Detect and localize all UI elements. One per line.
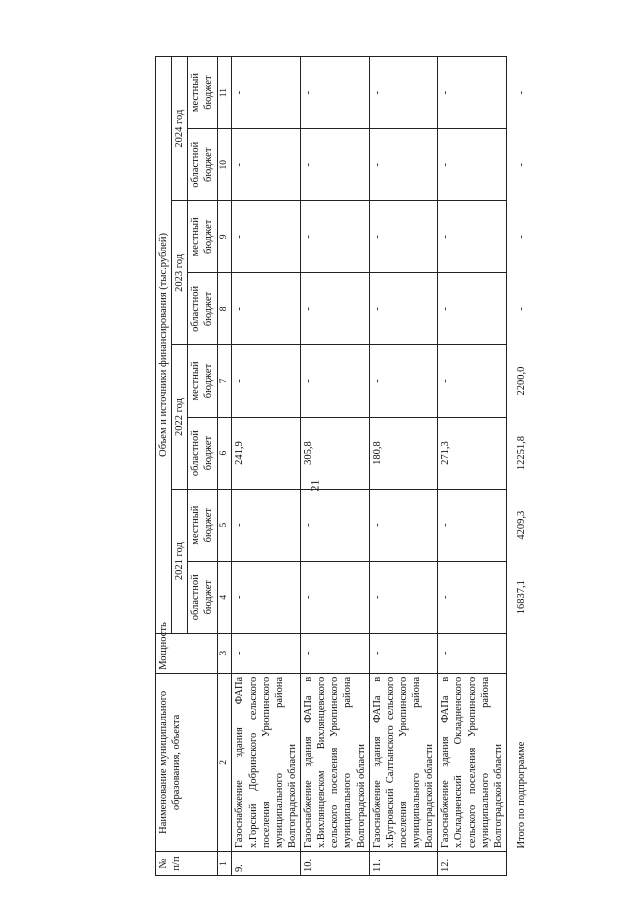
value-2022-regional: 241,9 bbox=[232, 417, 301, 489]
value-2023-regional: - bbox=[232, 273, 301, 345]
column-index-row bbox=[217, 57, 232, 876]
value-2023-regional: - bbox=[369, 273, 438, 345]
header-local-2024: местный бюджет bbox=[188, 57, 217, 129]
total-2022-regional: 12251,8 bbox=[515, 436, 527, 471]
value-2023-local: - bbox=[301, 201, 370, 273]
value-2024-local: - bbox=[369, 57, 438, 129]
value-2022-local: - bbox=[232, 345, 301, 417]
power-value: - bbox=[301, 633, 370, 673]
header-local-2023: местный бюджет bbox=[188, 201, 217, 273]
value-2021-local: - bbox=[232, 489, 301, 561]
table-row bbox=[369, 57, 438, 876]
value-2024-regional: - bbox=[438, 129, 507, 201]
row-number: 10. bbox=[301, 851, 370, 875]
value-2022-local: - bbox=[369, 345, 438, 417]
power-value: - bbox=[369, 633, 438, 673]
header-year-2023: 2023 год bbox=[172, 201, 188, 345]
object-name: Газоснабжение здания ФАПа в х.Окладненский Окладненского сельского поселения Урюпинского муниципального района Волгоградской области bbox=[438, 673, 507, 851]
total-row bbox=[506, 57, 529, 876]
table-row bbox=[232, 57, 301, 876]
value-2023-local: - bbox=[369, 201, 438, 273]
header-no: № п/п bbox=[156, 851, 218, 875]
total-2024-regional: - bbox=[515, 163, 527, 167]
value-2022-local: - bbox=[301, 345, 370, 417]
value-2023-regional: - bbox=[301, 273, 370, 345]
value-2021-regional: - bbox=[369, 561, 438, 633]
total-2021-local: 4209,3 bbox=[515, 510, 527, 540]
value-2021-local: - bbox=[369, 489, 438, 561]
col-index: 6 bbox=[217, 417, 232, 489]
table-row bbox=[301, 57, 370, 876]
value-2023-local: - bbox=[438, 201, 507, 273]
col-index: 3 bbox=[217, 633, 232, 673]
value-2021-regional: - bbox=[301, 561, 370, 633]
col-index: 1 bbox=[217, 851, 232, 875]
power-value: - bbox=[232, 633, 301, 673]
value-2023-local: - bbox=[232, 201, 301, 273]
total-2024-local: - bbox=[515, 90, 527, 95]
object-name: Газоснабжение здания ФАПа в х.Вихлянцевском Вихлянцевского сельского поселения Урюпинского муниципального района Волгоградской области bbox=[301, 673, 370, 851]
row-number: 12. bbox=[438, 851, 507, 875]
total-2022-local: 2200,0 bbox=[515, 366, 527, 396]
financing-table bbox=[155, 56, 529, 876]
col-index: 9 bbox=[217, 201, 232, 273]
col-index: 2 bbox=[217, 673, 232, 851]
header-local-2021: местный бюджет bbox=[188, 489, 217, 561]
value-2022-regional: 271,3 bbox=[438, 417, 507, 489]
value-2024-regional: - bbox=[369, 129, 438, 201]
header-year-2024: 2024 год bbox=[172, 57, 188, 201]
col-index: 4 bbox=[217, 561, 232, 633]
col-index: 10 bbox=[217, 129, 232, 201]
header-name: Наименование муниципального образования, объекта bbox=[156, 673, 218, 851]
object-name: Газоснабжение здания ФАПа х.Горский Добринского сельского поселения Урюпинского муниципального района Волгоградской области bbox=[232, 673, 301, 851]
table-row bbox=[438, 57, 507, 876]
header-power: Мощность bbox=[156, 633, 218, 673]
rotated-table-area bbox=[155, 56, 640, 876]
value-2021-regional: - bbox=[232, 561, 301, 633]
col-index: 7 bbox=[217, 345, 232, 417]
value-2024-local: - bbox=[232, 57, 301, 129]
row-number: 9. bbox=[232, 851, 301, 875]
col-index: 8 bbox=[217, 273, 232, 345]
value-2021-local: - bbox=[301, 489, 370, 561]
row-number: 11. bbox=[369, 851, 438, 875]
col-index: 11 bbox=[217, 57, 232, 129]
value-2022-regional: 305,8 bbox=[301, 417, 370, 489]
total-label: Итого по подпрограмме bbox=[515, 741, 527, 849]
header-regional-2021: областной бюджет bbox=[188, 561, 217, 633]
value-2024-regional: - bbox=[232, 129, 301, 201]
total-2021-regional: 16837,1 bbox=[515, 580, 527, 615]
object-name: Газоснабжение здания ФАПа в х.Бугровский Салтынского сельского поселения Урюпинского муниципального района Волгоградской области bbox=[369, 673, 438, 851]
header-year-2022: 2022 год bbox=[172, 345, 188, 489]
page-number: 21 bbox=[307, 479, 322, 492]
header-year-2021: 2021 год bbox=[172, 489, 188, 633]
header-local-2022: местный бюджет bbox=[188, 345, 217, 417]
value-2022-local: - bbox=[438, 345, 507, 417]
value-2024-regional: - bbox=[301, 129, 370, 201]
header-regional-2024: областной бюджет bbox=[188, 129, 217, 201]
value-2021-local: - bbox=[438, 489, 507, 561]
value-2024-local: - bbox=[438, 57, 507, 129]
header-regional-2022: областной бюджет bbox=[188, 417, 217, 489]
value-2021-regional: - bbox=[438, 561, 507, 633]
total-2023-regional: - bbox=[515, 307, 527, 311]
total-2023-local: - bbox=[515, 235, 527, 239]
header-finance: Объем и источники финансирования (тыс.рублей) bbox=[156, 57, 172, 634]
value-2023-regional: - bbox=[438, 273, 507, 345]
value-2022-regional: 180,8 bbox=[369, 417, 438, 489]
value-2024-local: - bbox=[301, 57, 370, 129]
col-index: 5 bbox=[217, 489, 232, 561]
power-value: - bbox=[438, 633, 507, 673]
header-regional-2023: областной бюджет bbox=[188, 273, 217, 345]
